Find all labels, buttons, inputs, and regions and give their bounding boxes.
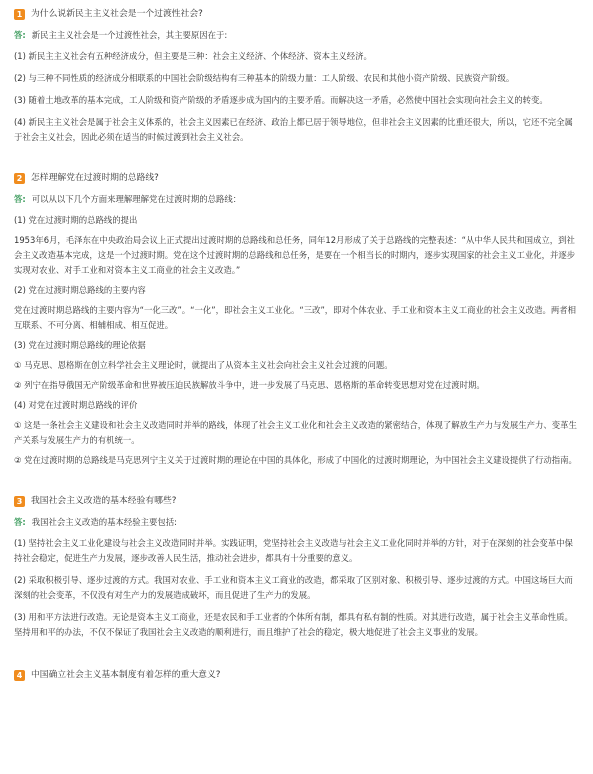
question-block-3 — [14, 493, 579, 640]
answer-paragraph: (4) 对党在过渡时期总路线的评价 — [14, 400, 138, 410]
answer-paragraph: ① 这是一条社会主义建设和社会主义改造同时并举的路线，体现了社会主义工业化和社会主义改造的紧密结合，体现了解放生产力与发展生产力、变革生产关系与发展生产力的有机统一。 — [14, 420, 577, 445]
question-block-2 — [14, 170, 579, 468]
question-title: 我国社会主义改造的基本经验有哪些? — [31, 495, 177, 506]
section-gap — [14, 152, 579, 168]
answer-label: 答: — [14, 30, 26, 40]
question-header-2 — [14, 170, 579, 186]
answer-paragraph: 党在过渡时期总路线的主要内容为“一化三改”。“一化”，即社会主义工业化。“三改”，即对个体农业、手工业和资本主义工商业的社会主义改造。两者相互联系、不可分离、相辅相成、相互促进。 — [14, 305, 577, 330]
question-number-badge: 2 — [14, 173, 25, 184]
question-title: 为什么说新民主主义社会是一个过渡性社会? — [31, 8, 203, 19]
answer-paragraph: (3) 党在过渡时期总路线的理论依据 — [14, 340, 146, 350]
answer-label: 答: — [14, 194, 26, 204]
answer-intro — [14, 515, 579, 530]
answer-paragraph: ② 党在过渡时期的总路线是马克思列宁主义关于过渡时期的理论在中国的具体化，形成了中国化的过渡时期理论，为中国社会主义建设提供了行动指南。 — [14, 455, 577, 465]
section-gap — [14, 647, 579, 665]
answer-paragraph: (2) 采取积极引导、逐步过渡的方式。我国对农业、手工业和资本主义工商业的改造，都采取了区别对象、积极引导、逐步过渡的方式。中国这场巨大而深刻的社会变革，不仅没有对生产力的发展造成破坏，而且促进了生产力的发展。 — [14, 575, 573, 600]
answer-paragraph: (3) 随着土地改革的基本完成，工人阶级和资产阶级的矛盾逐步成为国内的主要矛盾。而解决这一矛盾，必然使中国社会实现向社会主义的转变。 — [14, 95, 548, 105]
question-number-badge: 3 — [14, 496, 25, 507]
answer-intro — [14, 192, 579, 207]
answer-paragraph: (1) 新民主主义社会有五种经济成分，但主要是三种：社会主义经济、个体经济、资本主义经济。 — [14, 51, 372, 61]
question-header-3 — [14, 493, 579, 509]
question-block-4 — [14, 667, 579, 683]
answer-intro-text: 我国社会主义改造的基本经验主要包括: — [31, 517, 177, 527]
question-header-4 — [14, 667, 579, 683]
question-title: 中国确立社会主义基本制度有着怎样的重大意义? — [31, 669, 221, 680]
answer-intro — [14, 28, 579, 43]
answer-paragraph: ② 列宁在指导俄国无产阶级革命和世界被压迫民族解放斗争中，进一步发展了马克思、恩格斯的革命转变思想对党在过渡时期。 — [14, 380, 485, 390]
section-gap — [14, 473, 579, 491]
answer-intro-text: 可以从以下几个方面来理解理解党在过渡时期的总路线： — [31, 194, 242, 204]
question-number-badge: 1 — [14, 9, 25, 20]
answer-paragraph: (4) 新民主主义社会是属于社会主义体系的，社会主义因素已在经济、政治上都已居于领导地位，但非社会主义因素的比重还很大，所以，它还不完全属于社会主义社会，因此必须在适当的时候过渡到社会主义社会。 — [14, 117, 573, 142]
answer-paragraph: (1) 党在过渡时期的总路线的提出 — [14, 215, 138, 225]
answer-intro-text: 新民主主义社会是一个过渡性社会，其主要原因在于: — [31, 30, 228, 40]
answer-paragraph: (2) 党在过渡时期总路线的主要内容 — [14, 285, 146, 295]
answer-label: 答: — [14, 517, 26, 527]
question-number-badge: 4 — [14, 670, 25, 681]
answer-paragraph: (1) 坚持社会主义工业化建设与社会主义改造同时并举。实践证明，党坚持社会主义改造与社会主义工业化同时并举的方针，对于在深刻的社会变革中保持社会稳定，促进生产力发展，逐步改善人民生活，推动社会进步，都具有十分重要的意义。 — [14, 538, 573, 563]
question-title: 怎样理解党在过渡时期的总路线? — [31, 172, 159, 183]
answer-paragraph: 1953年6月，毛泽东在中央政治局会议上正式提出过渡时期的总路线和总任务，同年12月形成了关于总路线的完整表述：“从中华人民共和国成立，到社会主义改造基本完成，这是一个过渡时期。党在这个过渡时期的总路线和总任务，是要在一个相当长的时期内，逐步实现国家的社会主义工业化，并逐步实现对农业、对手工业和对资本主义工商业的社会主义改造。” — [14, 235, 576, 275]
answer-paragraph: (2) 与三种不同性质的经济成分相联系的中国社会阶级结构有三种基本的阶级力量：工人阶级、农民和其他小资产阶级、民族资产阶级。 — [14, 73, 515, 83]
question-block-1 — [14, 6, 579, 145]
question-header-1 — [14, 6, 579, 22]
answer-paragraph: (3) 用和平方法进行改造。无论是资本主义工商业，还是农民和手工业者的个体所有制，都具有私有制的性质。对其进行改造，属于社会主义革命性质。坚持用和平的办法，不仅不保证了我国社会主义改造的顺利进行，而且维护了社会的稳定，极大地促进了社会主义事业的发展。 — [14, 612, 573, 637]
answer-paragraph: ① 马克思、恩格斯在创立科学社会主义理论时，就提出了从资本主义社会向社会主义社会过渡的问题。 — [14, 360, 393, 370]
